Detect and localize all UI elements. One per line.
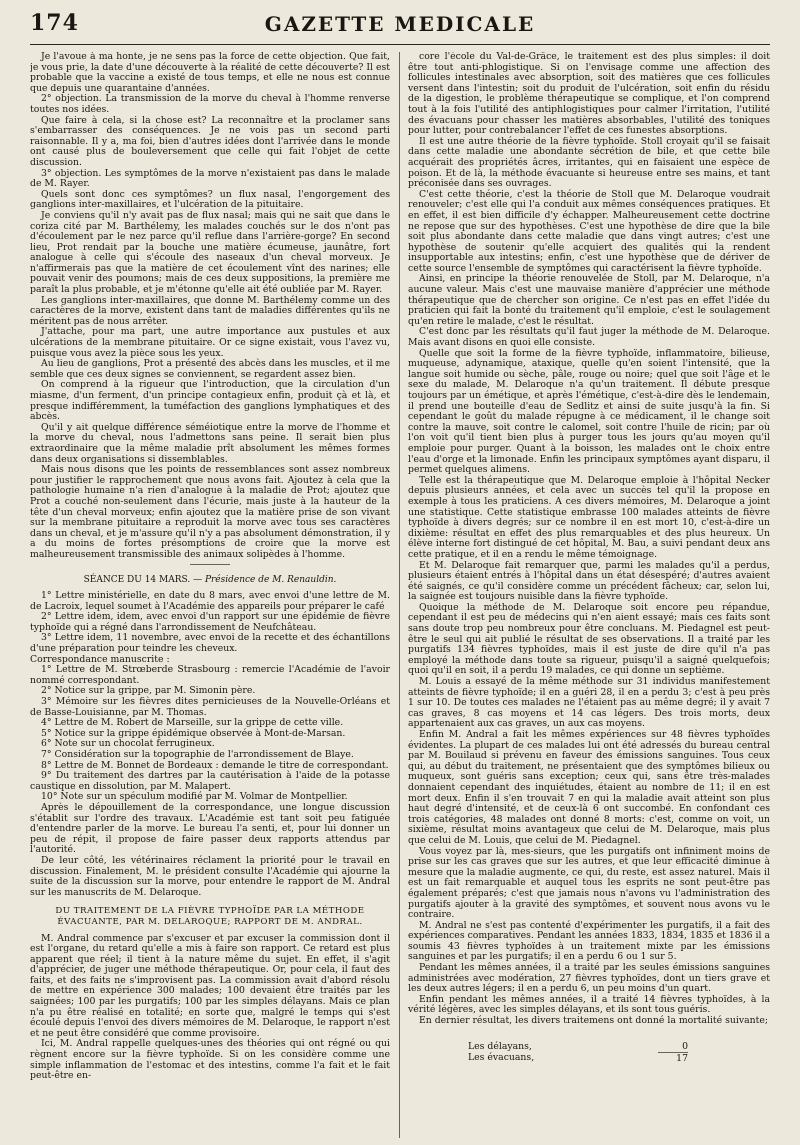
correspondance-item: 6° Note sur un chocolat ferrugineux. <box>41 738 215 750</box>
paragraph: Je conviens qu'il n'y avait pas de flux nasal; mais qui ne sait que dans le coriza cité par M. Barthélemy, les malades couchés sur le dos n'ont pas d'écoulement par le nez parce qu'il reflue dans l'arrière-gorge? En second lieu, Prot rendait par la bouche une matière écumeuse, jaunâtre, fort analogue à celle qui s'écoule des naseaux d'un cheval morveux. Je n'affirmerais pas que la matière de cet écoulement vînt des narines; elle pouvait venir des poumons; mais de ces deux suppositions, la première me paraît la plus probable, et je m'étonne qu'elle ait été oubliée par M. Rayer. <box>30 209 390 296</box>
paragraph: Je l'avoue à ma honte, je ne sens pas la force de cette objection. Que fait, je vous prie, la date d'une découverte à la réalité de cette découverte? Il est probable que la vaccine a existé de tous temps, et elle ne nous est connue que depuis une quarantaine d'années. <box>30 52 390 94</box>
left-article-body <box>30 52 390 561</box>
paragraph: 2° objection. La transmission de la morve du cheval à l'homme renverse toutes nos idées. <box>30 93 390 115</box>
seance-item: 2° Lettre idem, idem, avec envoi d'un rapport sur une épidémie de fièvre typhoïde qui a régné dans l'arrondissement de Neufchâteau. <box>30 611 390 633</box>
seance-date: SÉANCE DU 14 MARS. <box>83 574 191 585</box>
paragraph: Vous voyez par là, mes-sieurs, que les purgatifs ont infiniment moins de prise sur les cas graves que sur les autres, et que leur efficacité diminue à mesure que la maladie augmente, ce qui, du reste, est assez naturel. Mais il est un fait remarquable et auquel tous les esprits ne sont peut-être pas également préparés; c'est que jamais nous n'avons vu l'administration des purgatifs ajouter à la gravité des symptômes, et souvent nous avons vu le contraire. <box>408 845 770 921</box>
page-title: GAZETTE MEDICALE <box>264 12 536 36</box>
paragraph: On comprend à la rigueur que l'introduction, que la circulation d'un miasme, d'un ferment, d'un principe contagieux enfin, produit çà et là, et presque indifféremment, la tuméfaction des ganglions lymphatiques et des abcès. <box>30 379 390 423</box>
row-value: 17 <box>658 1052 688 1064</box>
correspondance-item: 3° Mémoire sur les fièvres dites pernicieuses de la Nouvelle-Orléans et de Basse-Louisianne, par M. Thomas. <box>30 696 390 718</box>
correspondance-item: 8° Lettre de M. Bonnet de Bordeaux : demande le titre de correspondant. <box>41 759 389 771</box>
paragraph: J'attache, pour ma part, une autre importance aux pustules et aux ulcérations de la membrane pituitaire. Or ce signe existait, vous l'avez vu, puisque vous avez la pièce sous les yeux. <box>30 326 390 359</box>
seance-list <box>30 591 390 655</box>
paragraph: 3° objection. Les symptômes de la morve n'existaient pas dans le malade de M. Rayer. <box>30 167 390 190</box>
paragraph: Quoique la méthode de M. Delaroque soit encore peu répandue, cependant il est peu de médecins qui n'en aient essayé; mais ces faits sont sans doute trop peu nombreux pour être concluans. M. Piedagnel est peut-être le seul qui ait publié le résultat de ses observations. Il a traité par les purgatifs 134 fièvres typhoïdes, mais il est juste de dire qu'il n'a pas employé la méthode dans toute sa rigueur, puisqu'il a saigné quelquefois; quoi qu'il en soit, il a perdu 19 malades, ce qui donne un septième. <box>408 601 770 677</box>
paragraph: Qu'il y ait quelque différence séméiotique entre la morve de l'homme et la morve du cheval, nous l'admettons sans peine. Il serait bien plus extraordinaire que la même maladie prît absolument les mêmes formes dans deux organisations si dissemblables. <box>30 421 390 465</box>
paragraph: Enfin M. Andral a fait les mêmes expériences sur 48 fièvres typhoïdes évidentes. La plupart de ces malades lui ont été adressés du bureau central par M. Bouilaud si prévenu en faveur des émissions sanguines. Tous ceux qui, au début du traitement, ne présentaient que des symptômes bilieux ou muqueux, sont guéris sans exception; ceux qui, sans être très-malades donnaient cependant des inquiétudes, étaient au nombre de 11; il en est mort deux. Enfin il s'en trouvait 7 en qui la maladie avait atteint son plus haut degré d'intensité, et de ceux-là 6 ont succombé. En confondant ces trois catégories, 48 malades ont donné 8 morts: c'est, comme on voit, un sixième, résultat moins avantageux que celui de M. Delaroque, mais plus que celui de M. Louis, que celui de M. Piedagnel. <box>408 729 770 846</box>
right-column <box>408 52 770 1140</box>
discussion-body <box>30 803 390 898</box>
separator <box>190 564 230 565</box>
paragraph: Les ganglions inter-maxillaires, que donne M. Barthélemy comme un des caractères de la morve, existent dans tant de maladies différentes qu'ils ne méritent pas de nous arrêter. <box>30 294 390 327</box>
paragraph: M. Louis a essayé de la même méthode sur 31 individus manifestement atteints de fièvre typhoïde; il en a guéri 28, il en a perdu 3; c'est à peu près 1 sur 10. De toutes ces malades ne l'étaient pas au même degré; il y avait 7 cas graves, 8 cas moyens et 14 cas légers. Des trois morts, deux appartenaient aux cas graves, un aux cas moyens. <box>408 676 770 730</box>
seance-heading: SÉANCE DU 14 MARS. — Présidence de M. Renauldin. <box>83 574 337 585</box>
paragraph: M. Andral commence par s'excuser et par excuser la commission dont il est l'organe, du retard qu'elle a mis à faire son rapport. Ce retard est plus apparent que réel; il tient à la nature même du sujet. En effet, il s'agit d'apprécier, de juger une méthode thérapeutique. Or, pour cela, il faut des faits, et des faits ne s'improvisent pas. La commission avait d'abord résolu de mettre en expérience 300 malades; 100 devaient être traités par les saignées; 100 par les purgatifs; 100 par les simples délayans. Mais ce plan n'a pu être réalisé en totalité; en sorte que, malgré le temps qui s'est écoulé depuis l'envoi des divers mémoires de M. Delaroque, le rapport n'est et ne peut être considéré que comme provisoire. <box>30 932 390 1039</box>
left-column <box>30 52 390 1140</box>
paragraph: core l'école du Val-de-Grâce, le traitement est des plus simples: il doit être tout anti-phlogistique. Si on l'envisage comme une affection des follicules intestinales avec absorption, soit des matières que ces follicules versent dans l'intestin; soit du produit de l'ulcération, soit enfin du résidu de la digestion, le problème thérapeutique se complique, et l'on comprend tout à la fois l'utilité des antiphlogistiques pour calmer l'irritation, l'utilité des évacuans pour chasser les matières absorbables, l'utilité des toniques pour lutter, pour contrebalancer l'effet de ces funestes absorptions. <box>408 52 770 137</box>
paragraph: Il est une autre théorie de la fièvre typhoïde. Stoll croyait qu'il se faisait dans cette maladie une abondante sécrétion de bile, et que cette bile acquérait des propriétés âcres, irritantes, qui en faisaient une espèce de poison. Et de là, la méthode évacuante si heureuse entre ses mains, et tant préconisée dans ses ouvrages. <box>408 135 770 190</box>
correspondance-item: 7° Considération sur la topographie de l'arrondissement de Blaye. <box>41 749 354 760</box>
paragraph: En dernier résultat, les divers traitemens ont donné la mortalité suivante; <box>419 1015 768 1027</box>
seance-president: Présidence de M. Renauldin. <box>204 574 337 585</box>
paragraph: Quels sont donc ces symptômes? un flux nasal, l'engorgement des ganglions inter-maxillaires, et l'ulcération de la pituitaire. <box>30 188 390 211</box>
seance-item: 3° Lettre idem, 11 novembre, avec envoi de la recette et des échantillons d'une préparation pour teindre les cheveux. <box>30 632 390 655</box>
section-title: DU TRAITEMENT DE LA FIÈVRE TYPHOÏDE PAR LA MÉTHODE ÉVACUANTE, PAR M. DELAROQUE; RAPPORT DE M. ANDRAL. <box>55 906 365 927</box>
correspondance-item: 1° Lettre de M. Strœberde Strasbourg : remercie l'Académie de l'avoir nommé correspondant. <box>30 664 390 686</box>
seance-item: 1° Lettre ministérielle, en date du 8 mars, avec envoi d'une lettre de M. de Lacroix, lequel soumet à l'Académie des appareils pour préparer le café <box>30 590 390 612</box>
header-rule <box>30 44 770 45</box>
paragraph: Enfin pendant les mêmes années, il a traité 14 fièvres typhoïdes, à la vérité légères, avec les simples délayans, et ils sont tous guéris. <box>408 993 770 1016</box>
correspondance-item: 10° Note sur un spéculum modifié par M. Volmar de Montpellier. <box>41 791 348 803</box>
correspondance-list <box>30 665 390 803</box>
section-body <box>30 934 390 1082</box>
correspondance-item: 2° Notice sur la grippe, par M. Simonin père. <box>41 685 256 697</box>
correspondance-item: 5° Notice sur la grippe épidémique observée à Mont-de-Marsan. <box>41 727 346 739</box>
paragraph: Pendant les mêmes années, il a traité par les seules émissions sanguines administrées avec modération, 27 fièvres typhoïdes, dont un tiers grave et les deux autres légers; il en a perdu 6, un peu moins d'un quart. <box>408 962 770 995</box>
correspondance-item: 9° Du traitement des dartres par la cautérisation à l'aide de la potasse caustique en dissolution, par M. Malapert. <box>30 770 390 792</box>
paragraph: Ainsi, en principe la théorie renouvelée de Stoll, par M. Delaroque, n'a aucune valeur. Mais c'est une mauvaise manière d'apprécier une méthode thérapeutique que de chercher son origine. Ce n'est pas en effet l'idée du praticien qui fait la bonté du traitement qu'il emploie, c'est le soulagement qu'en retire le malade, c'est le résultat. <box>408 273 770 327</box>
row-label: Les délayans, <box>468 1040 532 1052</box>
page-header <box>30 10 770 42</box>
mortality-table <box>468 1041 688 1064</box>
correspondance-title: Correspondance manuscrite : <box>30 653 170 665</box>
paragraph: Et M. Delaroque fait remarquer que, parmi les malades qu'il a perdus, plusieurs étaient entrés à l'hôpital dans un état désespéré; d'autres avaient été saignés, ce qu'il considère comme un précédent fâcheux; car, selon lui, la saignée est toujours nuisible dans la fièvre typhoïde. <box>408 559 770 603</box>
paragraph: C'est donc par les résultats qu'il faut juger la méthode de M. Delaroque. Mais avant disons en quoi elle consiste. <box>408 326 770 349</box>
paragraph: De leur côté, les vétérinaires réclament la priorité pour le travail en discussion. Finalement, M. le président consulte l'Académie qui ajourne la suite de la discussion sur la morve, pour entendre le rapport de M. Andral sur les manuscrits de M. Delaroque. <box>30 854 390 898</box>
paragraph: C'est cette théorie, c'est la théorie de Stoll que M. Delaroque voudrait renouveler; c'est elle qui l'a conduit aux mêmes conséquences pratiques. Et en effet, il est bien difficile d'y échapper. Malheureusement cette doctrine ne repose que sur des hypothèses. C'est une hypothèse de dire que la bile soit plus abondante dans cette maladie que dans vingt autres; c'est une hypothèse de soutenir qu'elle acquiert des qualités qui la rendent insupportable aux intestins; enfin, c'est une hypothèse que de dériver de cette source l'ensemble de symptômes qui caractérisent la fièvre typhoïde. <box>408 188 770 274</box>
paragraph: Mais nous disons que les points de ressemblances sont assez nombreux pour justifier le rapprochement que nous avons fait. Ajoutez à cela que la pathologie humaine n'a rien d'analogue à la maladie de Prot; ajoutez que Prot a couché non-seulement dans l'écurie, mais juste à la hauteur de la tête d'un cheval morveux; enfin ajoutez que la matière prise de son vivant sur la membrane pituitaire a reproduit la morve avec tous ses caractères dans un cheval, et je m'assure qu'il n'y a pas absolument démonstration, il y a du moins de fortes présomptions de croire que la morve est malheureusement transmissible des animaux solipèdes à l'homme. <box>30 464 390 560</box>
paragraph: Après le dépouillement de la correspondance, une longue discussion s'établit sur l'ordre des travaux. L'Académie est tant soit peu fatiguée d'entendre parler de la morve. Le bureau l'a senti, et, pour lui donner un peu de répit, il propose de faire passer deux rapports attendus par l'autorité. <box>30 801 390 856</box>
column-divider <box>399 52 400 1138</box>
paragraph: Que faire à cela, si la chose est? La reconnaître et la proclamer sans s'embarrasser des conséquences. Je ne vois pas un second parti raisonnable. Il y a, ma foi, bien d'autres idées dont l'arrivée dans le monde ont causé plus de bouleversement que celle qui fait l'objet de cette discussion. <box>30 114 390 168</box>
table-row <box>468 1052 688 1064</box>
correspondance-item: 4° Lettre de M. Robert de Marseille, sur la grippe de cette ville. <box>41 717 344 729</box>
paragraph: Telle est la thérapeutique que M. Delaroque emploie à l'hôpital Necker depuis plusieurs années, et cela avec un succès tel qu'il la propose en exemple à tous les praticiens. A ces divers mémoires, M. Delaroque a joint une statistique. Cette statistique embrasse 100 malades atteints de fièvre typhoïde à divers degrés; sur ce nombre il en est mort 10, c'est-à-dire un dixième: résultat en effet des plus remarquables et des plus heureux. Un élève interne fort distingué de cet hôpital, M. Bau, a suivi pendant deux ans cette pratique, et il en a rendu le même témoignage. <box>408 474 770 560</box>
row-value: 0 <box>682 1040 688 1052</box>
right-article-body <box>408 52 770 1027</box>
paragraph: Ici, M. Andral rappelle quelques-unes des théories qui ont régné ou qui règnent encore sur la fièvre typhoïde. Si on les considère comme une simple inflammation de l'estomac et des intestins, comme l'a fait et le fait peut-être en- <box>30 1038 390 1082</box>
table-row <box>468 1041 688 1052</box>
row-label: Les évacuans, <box>468 1051 535 1063</box>
paragraph: Quelle que soit la forme de la fièvre typhoïde, inflammatoire, bilieuse, muqueuse, adynamique, ataxique, quelle qu'en soient l'intensité, que la langue soit humide ou sèche, pâle, rouge ou noire; quel que soit l'âge et le sexe du malade, M. Delaroque n'a qu'un traitement. Il débute presque toujours par un émétique, et après l'émétique, c'est-à-dire dès le lendemain, il prend une bouteille d'eau de Sedlitz et ainsi de suite jusqu'à la fin. Si cependant le goût du malade répugne à ce médicament, il le change soit contre la mauve, soit contre le calomel, soit contre l'huile de ricin; par où l'on voit qu'il tient bien plus à purger tous les jours qu'au moyen qu'il emploie pour purger. Quant à la boisson, les malades ont le choix entre l'eau d'orge et la limonade. Enfin les principaux symptômes ayant disparu, il permet quelques alimens. <box>408 347 770 476</box>
page-number: 174 <box>30 10 79 36</box>
paragraph: Au lieu de ganglions, Prot a présenté des abcès dans les muscles, et il me semble que ces deux signes se conviennent, se regardent assez bien. <box>30 358 390 380</box>
paragraph: M. Andral ne s'est pas contenté d'expérimenter les purgatifs, il a fait des expériences comparatives. Pendant les années 1833, 1834, 1835 et 1836 il a soumis 43 fièvres typhoïdes à un traitement mixte par les émissions sanguines et par les purgatifs; il en a perdu 6 ou 1 sur 5. <box>408 919 770 963</box>
